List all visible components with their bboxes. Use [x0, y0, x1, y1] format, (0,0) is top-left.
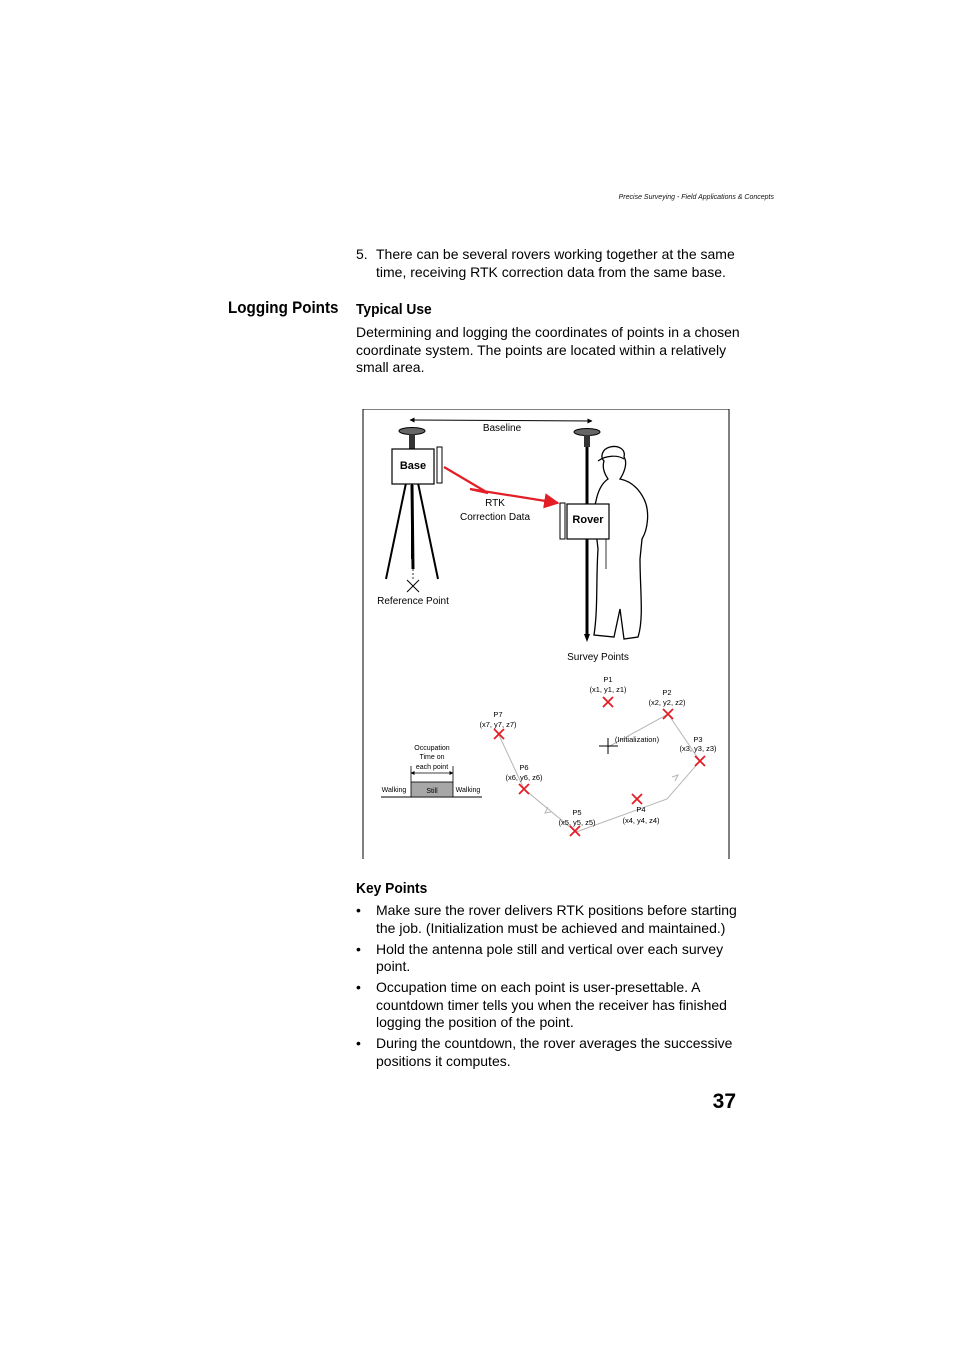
- point-coords: (x6, y6, z6): [505, 773, 543, 782]
- point-name: P2: [662, 688, 672, 697]
- baseline-label: Baseline: [482, 423, 522, 434]
- timeline-still: Still: [426, 788, 438, 795]
- subheading-key-points: Key Points: [356, 880, 428, 897]
- numbered-item-5: [356, 246, 741, 281]
- initialization-label: (Initialization): [614, 735, 660, 744]
- bullet-icon: •: [356, 902, 361, 918]
- point-coords: (x2, y2, z2): [648, 698, 686, 707]
- reference-point-label: Reference Point: [377, 596, 449, 607]
- figure-canvas: [362, 409, 730, 859]
- item-text: There can be several rovers working together at the same time, receiving RTK correction data from the same base.: [376, 246, 735, 280]
- key-points-list: [356, 902, 741, 1074]
- survey-point-p2: [648, 688, 686, 719]
- section-heading-logging-points: Logging Points: [228, 299, 339, 317]
- timeline-walking-left: Walking: [381, 787, 407, 794]
- timeline-title-line1: Occupation: [414, 745, 450, 752]
- survey-point-p7: [479, 710, 517, 739]
- page-number: 37: [712, 1090, 736, 1113]
- rtk-survey-figure: [362, 409, 730, 859]
- point-coords: (x7, y7, z7): [479, 720, 517, 729]
- point-name: P7: [493, 710, 503, 719]
- typical-use-paragraph: Determining and logging the coordinates of points in a chosen coordinate system. The points are located within a relatively small area.: [356, 324, 740, 375]
- list-item-text: Make sure the rover delivers RTK positions before starting the job. (Initialization must be achieved and maintained.): [376, 902, 737, 936]
- point-name: P5: [572, 808, 582, 817]
- point-name: P4: [636, 805, 646, 814]
- survey-point-p6: [505, 763, 543, 794]
- rover-label: Rover: [572, 514, 604, 526]
- list-item: [356, 902, 741, 937]
- path-direction-arrows: [545, 775, 678, 813]
- survey-point-p4: [622, 794, 660, 825]
- list-item-text: Hold the antenna pole still and vertical over each survey point.: [376, 940, 724, 974]
- timeline-walking-right: Walking: [455, 787, 481, 794]
- base-radio: [437, 447, 442, 483]
- point-coords: (x3, y3, z3): [679, 744, 717, 753]
- subheading-typical-use: Typical Use: [356, 301, 432, 318]
- bullet-icon: •: [356, 1035, 361, 1051]
- point-coords: (x5, y5, z5): [558, 818, 596, 827]
- rtk-label-line2: Correction Data: [459, 512, 531, 523]
- survey-points-label: Survey Points: [567, 652, 629, 663]
- bullet-icon: •: [356, 940, 361, 957]
- rover-radio: [560, 503, 565, 539]
- list-item: [356, 941, 741, 976]
- list-item-text: Occupation time on each point is user-presettable. A countdown timer tells you when the receiver has finished logging the position of the point.: [376, 979, 727, 1030]
- rtk-label-line1: RTK: [485, 498, 505, 509]
- bullet-icon: •: [356, 979, 361, 995]
- item-number: 5.: [356, 246, 368, 262]
- timeline-title-line2: Time on: [419, 754, 445, 761]
- timeline-title-line3: each point: [415, 764, 449, 771]
- point-coords: (x4, y4, z4): [622, 816, 660, 825]
- list-item: [356, 979, 741, 1032]
- list-item: [356, 1035, 741, 1070]
- survey-point-p1: [589, 675, 627, 707]
- base-label: Base: [399, 460, 427, 472]
- point-coords: (x1, y1, z1): [589, 685, 627, 694]
- running-header: Precise Surveying - Field Applications & Concepts: [618, 194, 774, 201]
- point-name: P3: [693, 735, 703, 744]
- surveyor-icon: [594, 446, 648, 639]
- baseline-arrow: [410, 420, 592, 421]
- point-name: P6: [519, 763, 529, 772]
- point-name: P1: [603, 675, 613, 684]
- list-item-text: During the countdown, the rover averages the successive positions it computes.: [376, 1035, 733, 1069]
- occupation-time-diagram: [381, 745, 482, 797]
